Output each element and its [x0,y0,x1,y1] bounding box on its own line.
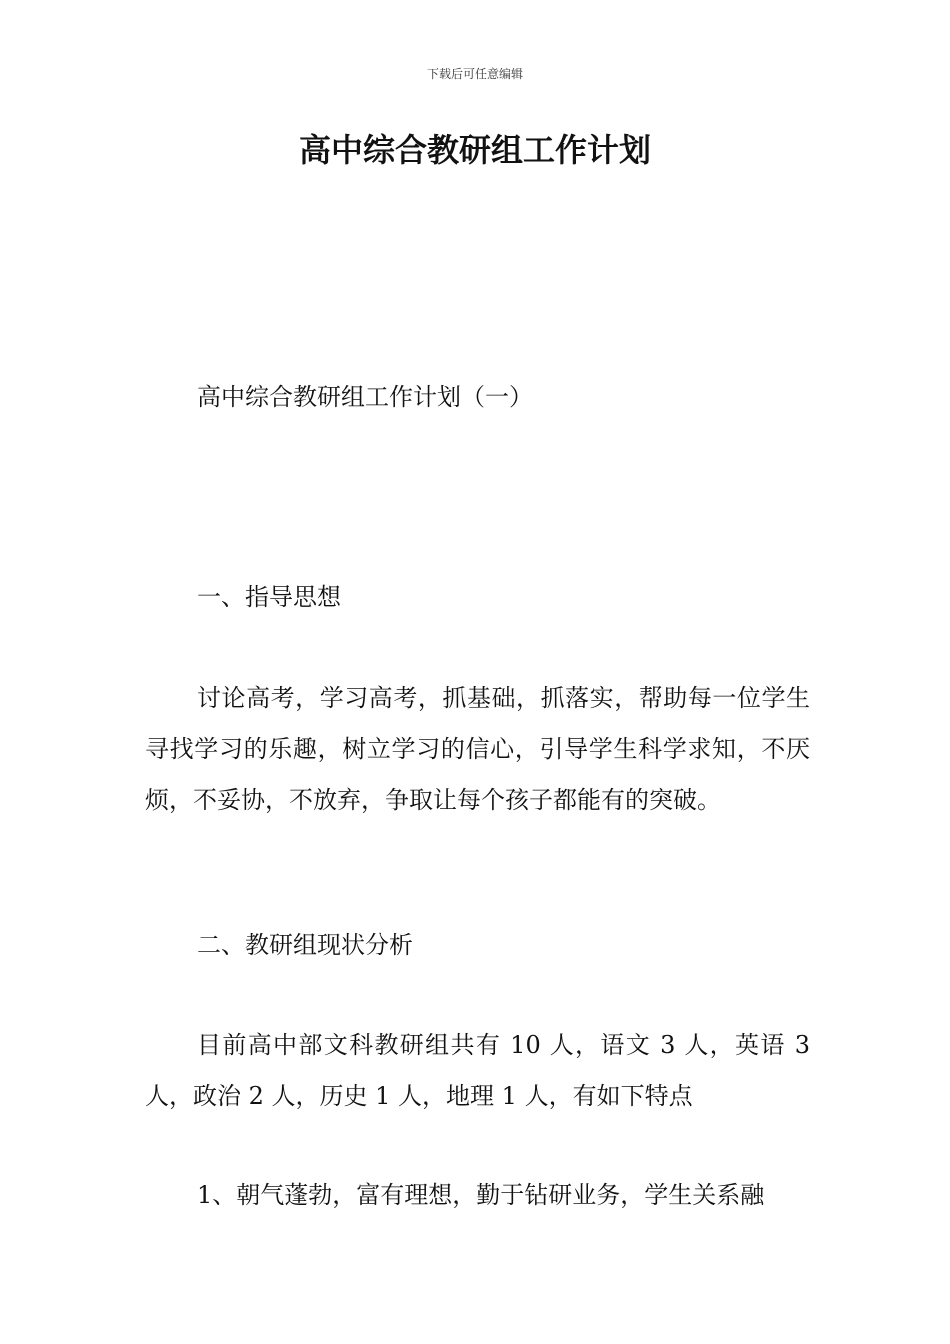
section-paragraph-status-analysis: 目前高中部文科教研组共有 10 人，语文 3 人，英语 3 人，政治 2 人，历史 1 人，地理 1 人，有如下特点 [145,1031,810,1110]
section-paragraph-guiding-ideology: 讨论高考，学习高考，抓基础，抓落实，帮助每一位学生寻找学习的乐趣，树立学习的信心，引导学生科学求知，不厌烦，不妥协，不放弃，争取让每个孩子都能有的突破。 [145,684,810,814]
document-title: 高中综合教研组工作计划 [298,131,651,169]
section-heading-guiding-ideology: 一、指导思想 [197,583,341,611]
header-note: 下载后可任意编辑 [426,67,523,81]
document-subtitle: 高中综合教研组工作计划（一） [197,383,533,411]
section-heading-status-analysis: 二、教研组现状分析 [197,931,413,959]
list-item-1: 1、朝气蓬勃，富有理想，勤于钻研业务，学生关系融 [197,1181,765,1209]
